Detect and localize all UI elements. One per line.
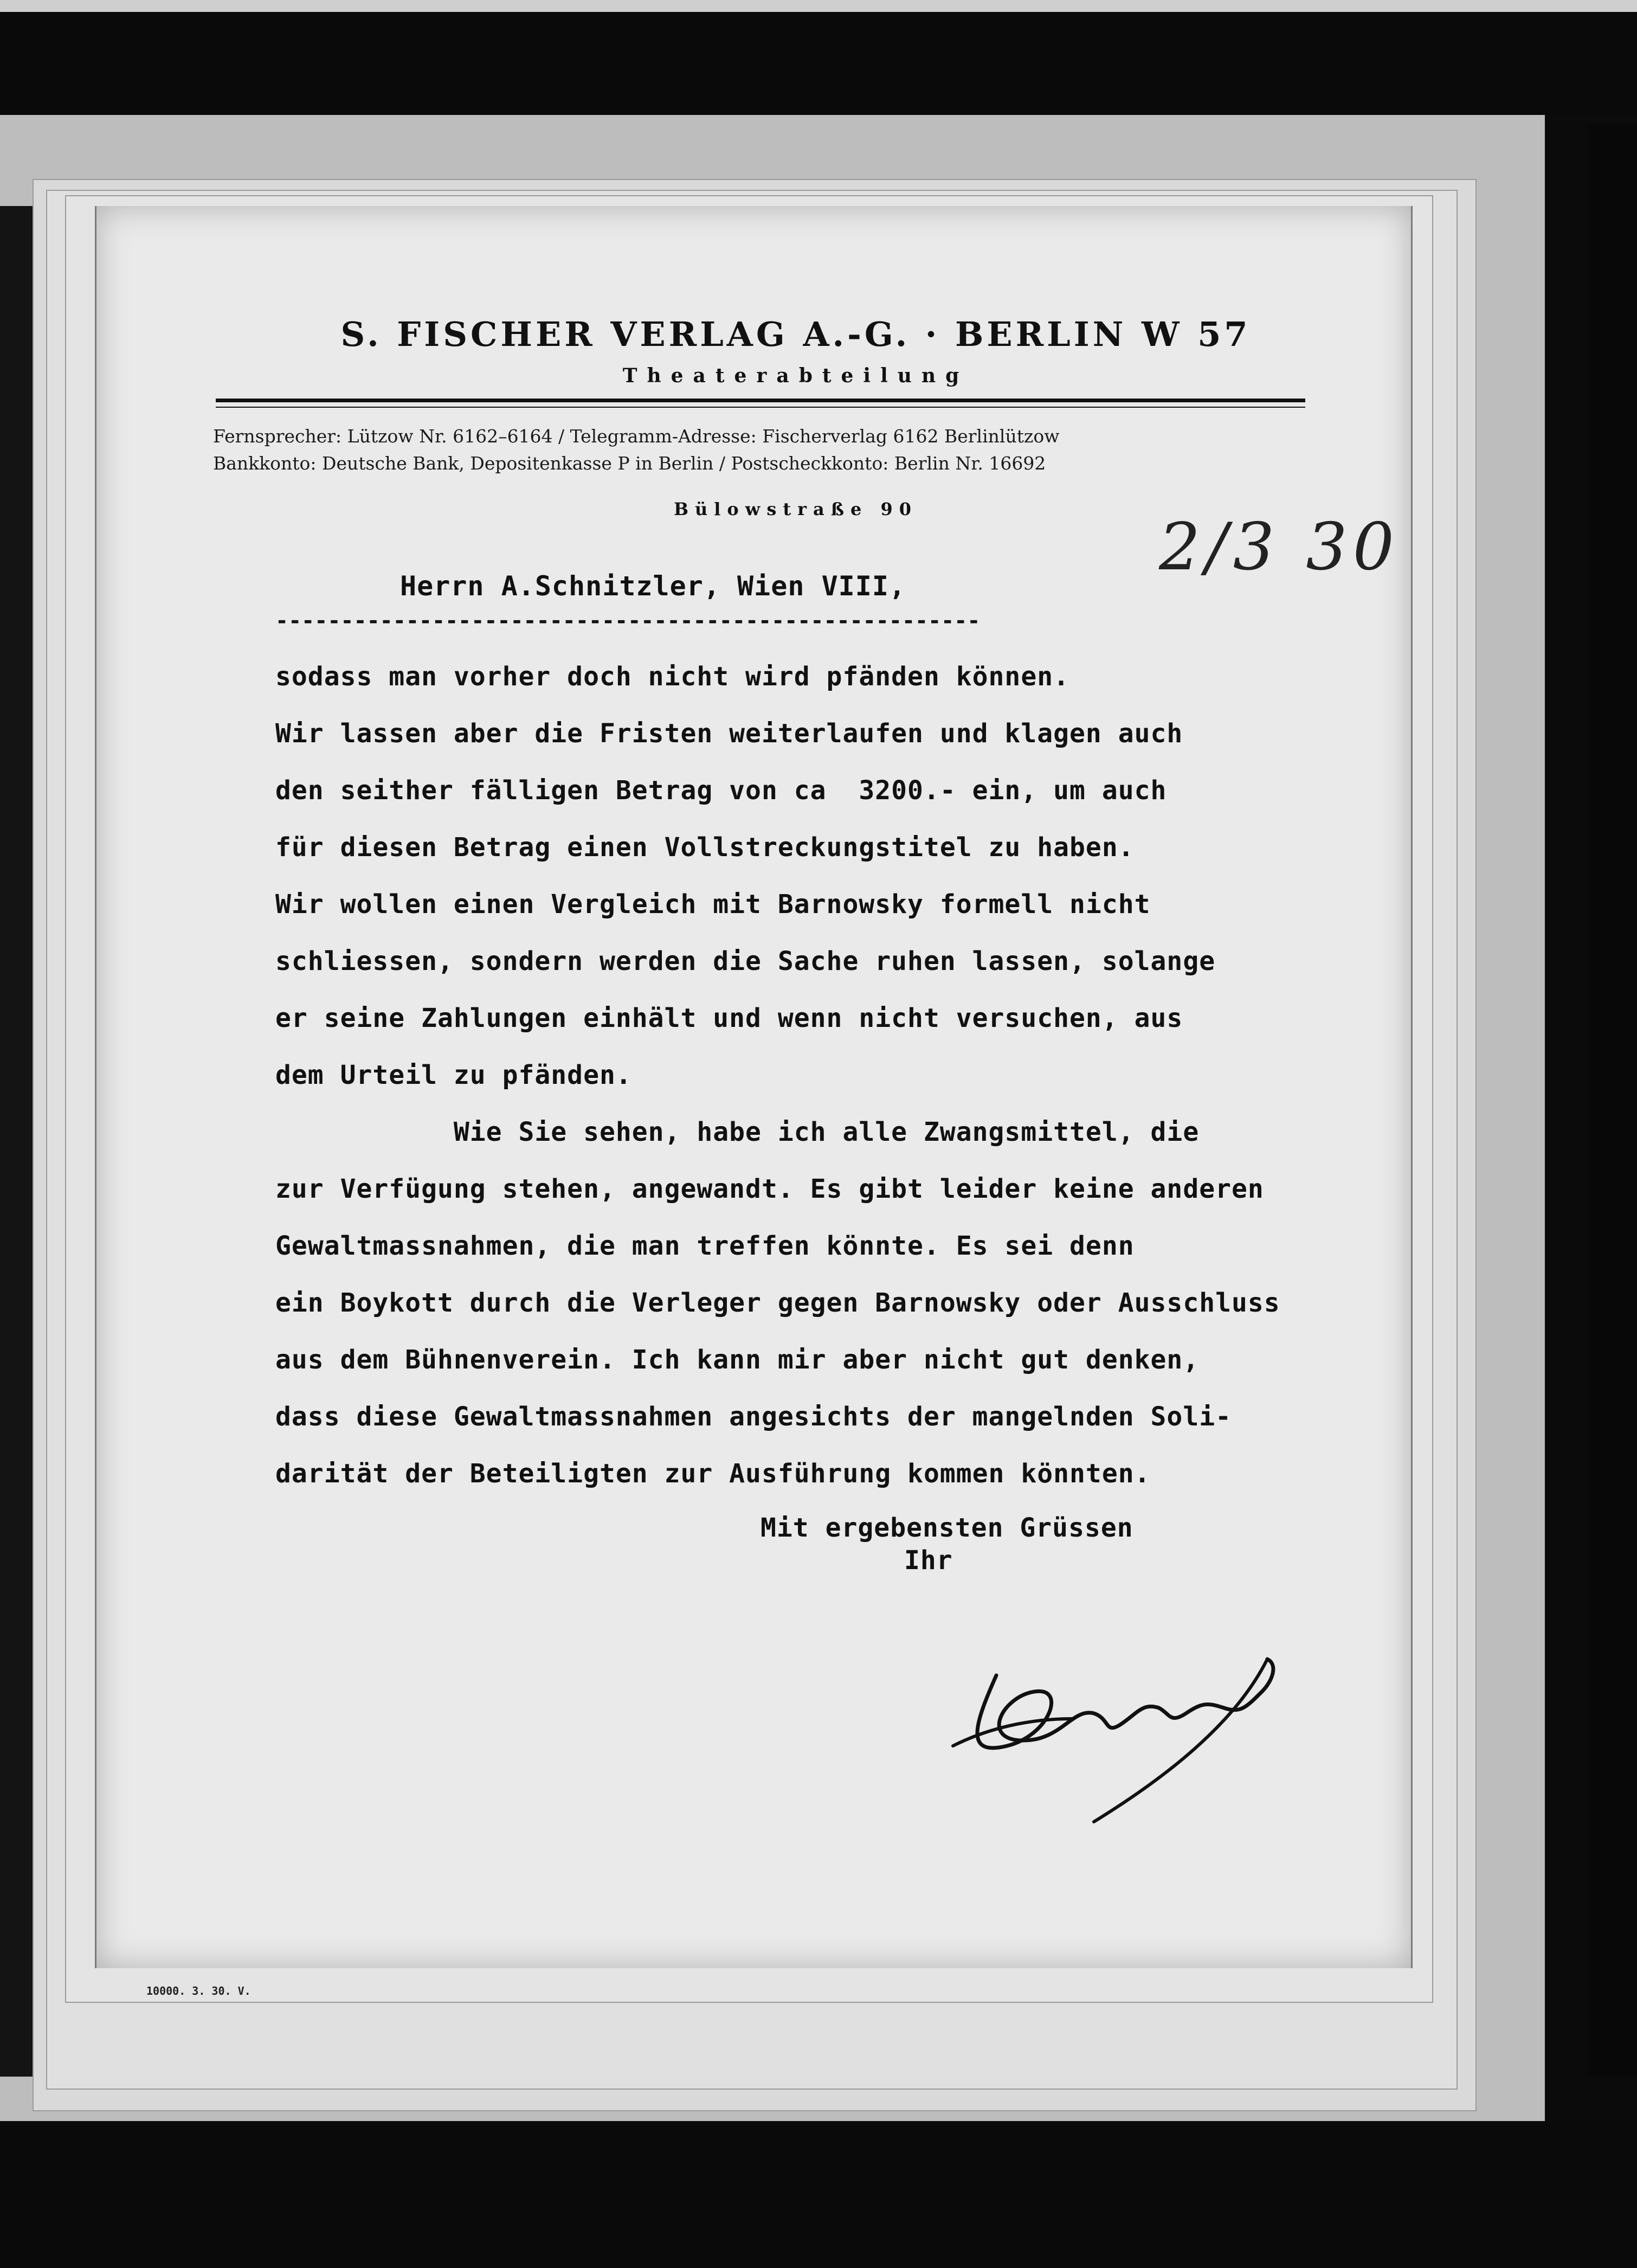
right-margin-strip (1588, 125, 1637, 2077)
letterhead-contact-line: Fernsprecher: Lützow Nr. 6162–6164 / Telegramm-Adresse: Fischerverlag 6162 Berlinlützow (213, 426, 1060, 447)
letterhead-rule (216, 399, 1305, 402)
closing-greeting: Mit ergebensten Grüssen (761, 1513, 1133, 1543)
letterhead-address: Bülowstraße 90 (673, 499, 918, 519)
body-line: für diesen Betrag einen Vollstreckungstitel zu haben. (275, 832, 1135, 863)
handwritten-date: 2/3 30 (1159, 510, 1400, 585)
body-line: er seine Zahlungen einhält und wenn nicht versuchen, aus (275, 1003, 1183, 1033)
body-line: ein Boykott durch die Verleger gegen Barnowsky oder Ausschluss (275, 1288, 1280, 1318)
letterhead-contact-line: Bankkonto: Deutsche Bank, Depositenkasse P in Berlin / Postscheckkonto: Berlin Nr. 16692 (213, 453, 1046, 474)
letterhead-department: Theaterabteilung (622, 364, 969, 387)
body-line: Gewaltmassnahmen, die man treffen könnte. Es sei denn (275, 1231, 1135, 1261)
recipient-line: Herrn A.Schnitzler, Wien VIII, (400, 570, 906, 602)
signature (931, 1583, 1354, 1833)
body-line: dem Urteil zu pfänden. (275, 1060, 632, 1090)
print-run-note: 10000. 3. 30. V. (146, 1984, 251, 1997)
letterhead-rule-thin (216, 407, 1305, 408)
body-line: den seither fälligen Betrag von ca 3200.- ein, um auch (275, 775, 1167, 806)
body-line: sodass man vorher doch nicht wird pfänden können. (275, 661, 1070, 692)
closing-sign-off: Ihr (904, 1545, 953, 1576)
body-line: Wir lassen aber die Fristen weiterlaufen und klagen auch (275, 718, 1183, 749)
body-line: aus dem Bühnenverein. Ich kann mir aber nicht gut denken, (275, 1345, 1200, 1375)
body-line: dass diese Gewaltmassnahmen angesichts der mangelnden Soli- (275, 1402, 1232, 1432)
body-line: zur Verfügung stehen, angewandt. Es gibt leider keine anderen (275, 1174, 1264, 1204)
body-line: schliessen, sondern werden die Sache ruhen lassen, solange (275, 946, 1216, 976)
body-line: darität der Beteiligten zur Ausführung kommen könnten. (275, 1459, 1151, 1489)
letterhead-firm: S. FISCHER VERLAG A.-G. · BERLIN W 57 (340, 314, 1251, 354)
body-line: Wie Sie sehen, habe ich alle Zwangsmittel, die (275, 1117, 1200, 1147)
body-line: Wir wollen einen Vergleich mit Barnowsky formell nicht (275, 889, 1151, 920)
dash-rule: ------------------------------------------------------ (275, 608, 981, 633)
letter-sheet (95, 206, 1413, 1968)
